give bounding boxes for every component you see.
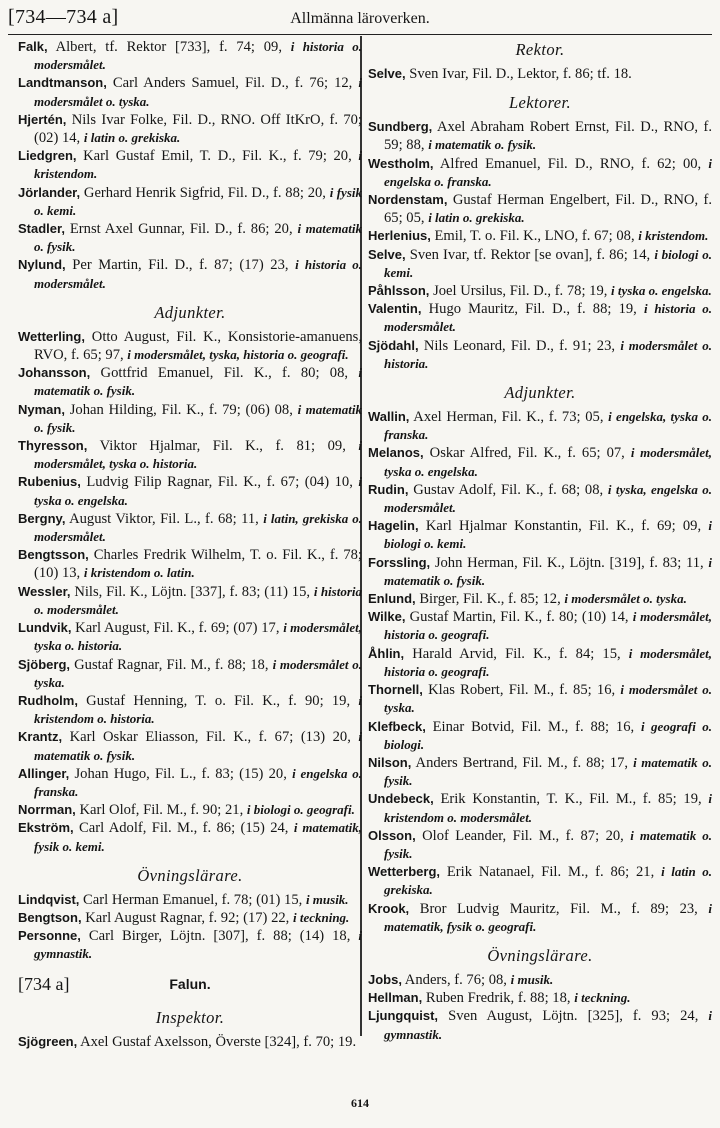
staff-subjects: i modersmålet, tyska, historia o. geografi. — [127, 347, 349, 363]
staff-subjects: i gymnastik. — [384, 1008, 712, 1042]
staff-name: Bengtson, — [18, 909, 82, 925]
staff-name: Nilson, — [368, 754, 412, 770]
staff-subjects: i latin o. grekiska. — [428, 210, 525, 226]
staff-details: Carl Birger, Löjtn. [307], f. 88; (14) 18, — [80, 928, 359, 945]
staff-details: Sven August, Löjtn. [325], f. 93; 24, — [438, 1008, 709, 1025]
staff-subjects: i musik. — [305, 891, 349, 907]
staff-subjects: i modersmålet, historia o. geografi. — [384, 645, 712, 679]
staff-name: Åhlin, — [368, 645, 405, 661]
staff-name: Hjertén, — [18, 111, 67, 127]
staff-subjects: i modersmålet o. tyska. — [34, 656, 362, 690]
section-heading: Övningslärare. — [137, 865, 243, 885]
staff-subjects: i teckning. — [574, 990, 631, 1006]
staff-name: Sundberg, — [368, 119, 433, 135]
staff-details: Klas Robert, Fil. M., f. 85; 16, — [422, 682, 621, 699]
staff-details: John Herman, Fil. K., Löjtn. [319], f. 83; 11, — [430, 554, 709, 571]
staff-details: Ruben Fredrik, f. 88; 18, — [422, 990, 575, 1007]
staff-subjects: i modersmålet o. tyska. — [564, 591, 687, 607]
staff-details: Axel Herman, Fil. K., f. 73; 05, — [409, 409, 609, 426]
staff-subjects: i gymnastik. — [34, 928, 362, 962]
staff-subjects: i biologi o. kemi. — [384, 246, 712, 280]
staff-details: Gustaf Herman Engelbert, Fil. D., RNO, f. 65; 05, — [384, 192, 712, 227]
staff-entry — [18, 801, 362, 819]
staff-name: Undebeck, — [368, 791, 434, 807]
staff-subjects: i historia o. modersmålet. — [34, 257, 362, 291]
staff-entry — [18, 401, 362, 437]
staff-name: Påhlsson, — [368, 283, 430, 299]
staff-details: Karl Hjalmar Konstantin, Fil. K., f. 69; 09, — [418, 518, 709, 535]
staff-entry — [18, 765, 362, 801]
staff-name: Wetterberg, — [368, 864, 440, 880]
staff-subjects: i engelska, tyska o. franska. — [384, 409, 712, 443]
staff-details: Harald Arvid, Fil. K., f. 84; 15, — [404, 645, 629, 662]
staff-subjects: i biologi o. geografi. — [246, 802, 355, 818]
staff-name: Lundvik, — [18, 620, 72, 636]
staff-subjects: i kristendom. — [638, 228, 709, 244]
staff-name: Jobs, — [368, 971, 402, 987]
staff-name: Forssling, — [368, 554, 431, 570]
staff-subjects: i matematik o. fysik. — [384, 827, 712, 861]
staff-details: Viktor Hjalmar, Fil. K., f. 81; 09, — [87, 438, 359, 455]
staff-entry — [368, 863, 712, 899]
staff-subjects: i modersmålet, tyska o. engelska. — [384, 445, 712, 479]
staff-name: Hellman, — [368, 990, 423, 1006]
staff-entry — [18, 1033, 362, 1051]
staff-name: Herlenius, — [368, 228, 431, 244]
staff-details: Karl August, Fil. K., f. 69; (07) 17, — [71, 620, 284, 637]
staff-entry — [18, 510, 362, 546]
section-heading: Adjunkter. — [154, 302, 226, 322]
staff-name: Stadler, — [18, 221, 65, 237]
staff-details: Gustaf Martin, Fil. K., f. 80; (10) 14, — [405, 609, 633, 626]
staff-entry — [368, 118, 712, 154]
place-number: [734 a] — [18, 973, 70, 994]
staff-entry — [18, 728, 362, 764]
staff-details: Johan Hilding, Fil. K., f. 79; (06) 08, — [64, 401, 298, 418]
staff-name: Melanos, — [368, 445, 424, 461]
staff-details: Karl Oskar Eliasson, Fil. K., f. 67; (13) 20, — [62, 729, 359, 746]
staff-name: Liedgren, — [18, 148, 77, 164]
staff-details: Emil, T. o. Fil. K., LNO, f. 67; 08, — [430, 228, 639, 245]
staff-subjects: i modersmålet o. tyska. — [384, 682, 712, 716]
page-title: Allmänna läroverken. — [290, 10, 430, 27]
page-number: 614 — [351, 1096, 369, 1110]
staff-details: Otto August, Fil. K., Konsistorie-amanuens, RVO, f. 65; 97, — [34, 328, 362, 364]
staff-details: Joel Ursilus, Fil. D., f. 78; 19, — [429, 283, 612, 300]
staff-entry — [368, 608, 712, 644]
staff-name: Johansson, — [18, 365, 91, 381]
staff-details: Sven Ivar, tf. Rektor [se ovan], f. 86; 14, — [405, 246, 655, 263]
staff-subjects: i kristendom o. latin. — [83, 565, 195, 581]
staff-name: Wilke, — [368, 609, 406, 625]
staff-entry — [18, 74, 362, 110]
staff-name: Selve, — [368, 246, 406, 262]
left-column — [18, 38, 362, 1051]
staff-entry — [18, 656, 362, 692]
staff-subjects: i matematik, fysik o. geografi. — [384, 900, 712, 934]
staff-subjects: i matematik o. fysik. — [384, 754, 712, 789]
staff-entry — [18, 473, 362, 509]
staff-name: Ekström, — [18, 820, 74, 836]
section-heading: Lektorer. — [508, 93, 572, 113]
staff-subjects: i tyska o. engelska. — [34, 474, 362, 508]
staff-entry — [368, 900, 712, 936]
staff-subjects: i historia o. modersmålet. — [34, 39, 362, 73]
staff-subjects: i geografi o. biologi. — [384, 718, 712, 752]
staff-name: Thornell, — [368, 682, 423, 698]
staff-name: Krook, — [368, 900, 410, 916]
staff-subjects: i kristendom. — [34, 148, 362, 182]
section-heading: Övningslärare. — [487, 945, 593, 965]
staff-subjects: i historia o. modersmålet. — [384, 301, 712, 335]
staff-entry — [18, 546, 362, 582]
staff-name: Jörlander, — [18, 184, 81, 200]
staff-entry — [368, 681, 712, 717]
staff-name: Sjödahl, — [368, 337, 419, 353]
staff-name: Ljungquist, — [368, 1008, 439, 1024]
staff-name: Sjöberg, — [18, 656, 71, 672]
staff-entry — [18, 364, 362, 400]
staff-entry — [368, 554, 712, 590]
staff-entry — [18, 619, 362, 655]
staff-subjects: i tyska, engelska o. modersmålet. — [384, 481, 712, 516]
staff-entry — [368, 282, 712, 300]
staff-details: Gustav Adolf, Fil. K., f. 68; 08, — [408, 481, 608, 498]
staff-subjects: i teckning. — [292, 909, 350, 925]
place-heading — [18, 974, 362, 998]
staff-name: Nyman, — [18, 401, 65, 417]
staff-name: Hagelin, — [368, 518, 419, 534]
staff-entry — [18, 147, 362, 183]
staff-name: Krantz, — [18, 729, 63, 745]
staff-name: Klefbeck, — [368, 718, 426, 734]
staff-entry — [18, 927, 362, 963]
staff-entry — [18, 38, 362, 74]
staff-details: Carl Adolf, Fil. M., f. 86; (15) 24, — [73, 820, 294, 837]
staff-subjects: i modersmålet o. tyska. — [34, 75, 362, 109]
staff-details: Anders, f. 76; 08, — [401, 971, 511, 988]
staff-details: Charles Fredrik Wilhelm, T. o. Fil. K., f. 78; (10) 13, — [34, 547, 362, 582]
staff-subjects: i matematik o. fysik. — [34, 365, 362, 399]
staff-details: Anders Bertrand, Fil. M., f. 88; 17, — [411, 754, 634, 771]
staff-subjects: i modersmålet, tyska o. historia. — [34, 620, 362, 654]
staff-details: Gottfrid Emanuel, Fil. K., f. 80; 08, — [90, 365, 359, 382]
staff-subjects: i engelska o. franska. — [34, 765, 362, 799]
staff-entry — [368, 790, 712, 826]
staff-subjects: i latin o. grekiska. — [83, 130, 181, 146]
staff-name: Enlund, — [368, 591, 416, 607]
staff-details: Ludvig Filip Ragnar, Fil. K., f. 67; (04) 10, — [80, 474, 359, 491]
staff-details: Erik Konstantin, T. K., Fil. M., f. 85; 19, — [433, 791, 709, 808]
staff-name: Wessler, — [18, 583, 71, 599]
staff-name: Nylund, — [18, 257, 66, 273]
staff-details: Einar Botvid, Fil. M., f. 88; 16, — [425, 718, 641, 735]
staff-subjects: i latin o. grekiska. — [384, 864, 712, 898]
staff-name: Nordenstam, — [368, 192, 448, 208]
staff-subjects: i musik. — [510, 971, 554, 987]
staff-entry — [368, 989, 712, 1007]
staff-subjects: i matematik o. fysik. — [34, 401, 362, 435]
staff-subjects: i modersmålet, historia o. geografi. — [384, 609, 712, 643]
staff-subjects: i latin, grekiska o. modersmålet. — [34, 510, 362, 545]
staff-entry — [368, 227, 712, 245]
staff-subjects: i historia o. modersmålet. — [34, 583, 362, 617]
staff-entry — [368, 971, 712, 989]
staff-name: Westholm, — [368, 155, 434, 171]
staff-entry — [368, 246, 712, 282]
staff-name: Allinger, — [18, 765, 70, 781]
staff-subjects: i matematik o. fysik. — [34, 729, 362, 763]
staff-details: Nils Ivar Folke, Fil. D., RNO. Off ItKrO, f. 70; (02) 14, — [34, 111, 362, 147]
staff-details: Gustaf Henning, T. o. Fil. K., f. 90; 19, — [77, 692, 359, 709]
staff-details: Olof Leander, Fil. M., f. 87; 20, — [415, 827, 631, 844]
staff-entry — [368, 444, 712, 480]
staff-name: Personne, — [18, 928, 81, 944]
place-name: Falun. — [169, 975, 211, 992]
section-heading: Rektor. — [515, 40, 565, 59]
staff-subjects: i kristendom o. historia. — [34, 692, 362, 727]
staff-name: Rudin, — [368, 481, 409, 497]
staff-entry — [368, 645, 712, 681]
staff-subjects: i matematik o. fysik. — [428, 137, 537, 153]
staff-name: Falk, — [18, 39, 48, 54]
staff-entry — [368, 827, 712, 863]
right-column — [368, 38, 712, 1044]
staff-entry — [368, 300, 712, 336]
staff-entry — [368, 155, 712, 191]
staff-subjects: i fysik o. kemi. — [34, 184, 362, 218]
staff-entry — [18, 692, 362, 728]
running-header — [8, 4, 712, 35]
staff-details: Carl Herman Emanuel, f. 78; (01) 15, — [79, 891, 306, 908]
staff-entry — [368, 517, 712, 553]
staff-entry — [18, 909, 362, 927]
staff-entry — [18, 111, 362, 147]
staff-name: Landtmanson, — [18, 75, 107, 91]
staff-entry — [18, 583, 362, 619]
staff-entry — [18, 256, 362, 292]
staff-details: Axel Abraham Robert Ernst, Fil. D., RNO, f. 59; 88, — [384, 119, 712, 154]
staff-entry — [368, 718, 712, 754]
staff-entry — [368, 1007, 712, 1043]
staff-details: Nils, Fil. K., Löjtn. [337], f. 83; (11) 15, — [70, 583, 314, 600]
section-heading: Adjunkter. — [504, 383, 576, 403]
staff-details: Carl Anders Samuel, Fil. D., f. 76; 12, — [106, 75, 359, 92]
staff-entry — [368, 408, 712, 444]
staff-details: Karl Olof, Fil. M., f. 90; 21, — [75, 802, 247, 819]
staff-details: Hugo Mauritz, Fil. D., f. 88; 19, — [421, 301, 644, 318]
staff-details: Sven Ivar, Fil. D., Lektor, f. 86; tf. 18. — [405, 66, 632, 82]
staff-entry — [18, 184, 362, 220]
staff-details: Birger, Fil. K., f. 85; 12, — [415, 591, 565, 608]
staff-details: Nils Leonard, Fil. D., f. 91; 23, — [418, 337, 621, 354]
staff-details: Bror Ludvig Mauritz, Fil. M., f. 89; 23, — [409, 900, 709, 917]
staff-subjects: i biologi o. kemi. — [384, 518, 712, 552]
page-range: [734—734 a] — [8, 6, 119, 28]
staff-details: Johan Hugo, Fil. L., f. 83; (15) 20, — [69, 765, 293, 782]
staff-details: Erik Natanael, Fil. M., f. 86; 21, — [440, 864, 662, 881]
staff-name: Selve, — [368, 66, 406, 81]
staff-subjects: i modersmålet, tyska o. historia. — [34, 438, 362, 472]
staff-entry — [368, 337, 712, 373]
staff-details: Alfred Emanuel, Fil. D., RNO, f. 62; 00, — [433, 155, 709, 172]
staff-entry — [18, 437, 362, 473]
staff-details: Axel Gustaf Axelsson, Överste [324], f. 70; 19. — [77, 1033, 357, 1050]
staff-details: Gerhard Henrik Sigfrid, Fil. D., f. 88; 20, — [80, 184, 330, 201]
staff-entry — [18, 220, 362, 256]
staff-details: Karl Gustaf Emil, T. D., Fil. K., f. 79; 20, — [76, 148, 359, 165]
staff-entry — [368, 65, 712, 83]
staff-subjects: i modersmålet o. historia. — [384, 337, 712, 371]
staff-details: Karl August Ragnar, f. 92; (17) 22, — [81, 909, 293, 926]
staff-details: August Viktor, Fil. L., f. 68; 11, — [65, 510, 264, 527]
staff-details: Gustaf Ragnar, Fil. M., f. 88; 18, — [70, 656, 273, 673]
staff-name: Wetterling, — [18, 328, 85, 344]
staff-name: Wallin, — [368, 409, 410, 425]
staff-subjects: i matematik, fysik o. kemi. — [34, 820, 362, 854]
staff-details: Albert, tf. Rektor [733], f. 74; 09, — [47, 39, 291, 55]
staff-details: Per Martin, Fil. D., f. 87; (17) 23, — [65, 257, 296, 274]
staff-subjects: i matematik o. fysik. — [384, 554, 712, 588]
staff-entry — [368, 590, 712, 608]
staff-subjects: i matematik o. fysik. — [34, 221, 362, 255]
staff-name: Valentin, — [368, 301, 422, 317]
staff-name: Bengtsson, — [18, 547, 89, 563]
staff-name: Rudholm, — [18, 692, 78, 708]
staff-subjects: i kristendom o. modersmålet. — [384, 791, 712, 825]
staff-entry — [368, 191, 712, 227]
staff-entry — [368, 481, 712, 517]
staff-subjects: i engelska o. franska. — [384, 155, 712, 189]
staff-entry — [18, 819, 362, 855]
staff-name: Bergny, — [18, 510, 66, 526]
staff-subjects: i tyska o. engelska. — [611, 283, 712, 299]
staff-entry — [18, 328, 362, 364]
staff-name: Rubenius, — [18, 474, 81, 490]
staff-name: Thyresson, — [18, 438, 88, 454]
staff-details: Oskar Alfred, Fil. K., f. 65; 07, — [423, 445, 631, 462]
staff-name: Norrman, — [18, 802, 76, 818]
section-heading: Inspektor. — [155, 1007, 225, 1027]
staff-entry — [18, 891, 362, 909]
staff-details: Ernst Axel Gunnar, Fil. D., f. 86; 20, — [64, 221, 298, 238]
staff-entry — [368, 754, 712, 790]
staff-name: Lindqvist, — [18, 891, 80, 907]
staff-name: Sjögreen, — [18, 1033, 78, 1049]
staff-name: Olsson, — [368, 827, 416, 843]
